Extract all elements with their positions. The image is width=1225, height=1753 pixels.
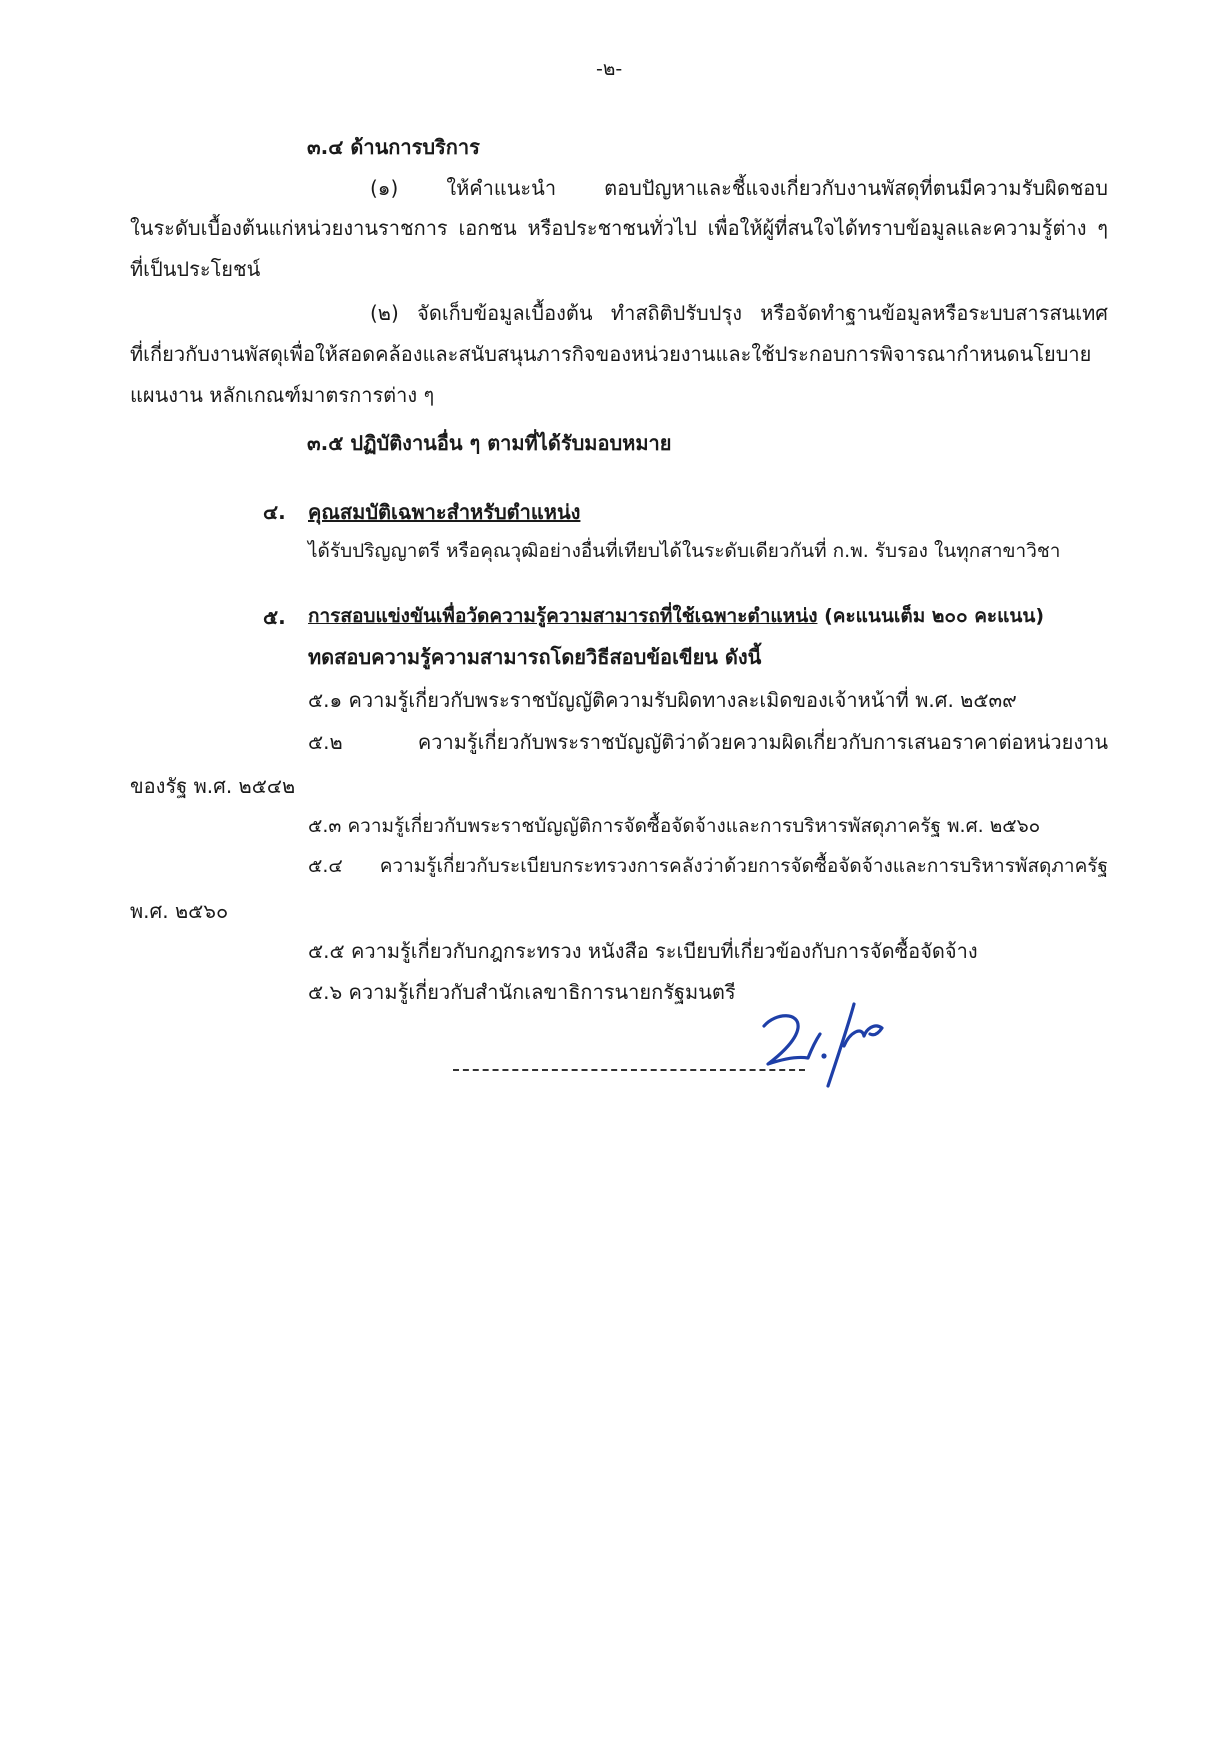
section-5-item-3: ๕.๓ ความรู้เกี่ยวกับพระราชบัญญัติการจัดซื้อจัดจ้างและการบริหารพัสดุภาครัฐ พ.ศ. ๒๕๖๐ (308, 815, 1041, 837)
section-3-4-item-2-line-3: แผนงาน หลักเกณฑ์มาตรการต่าง ๆ (130, 383, 435, 407)
section-5-subheading: ทดสอบความรู้ความสามารถโดยวิธีสอบข้อเขียน ดังนี้ (308, 645, 762, 669)
section-4-number: ๔. (263, 500, 286, 524)
signature-line (453, 1069, 805, 1071)
section-5-item-2-line-1: ๕.๒ ความรู้เกี่ยวกับพระราชบัญญัติว่าด้วยความผิดเกี่ยวกับการเสนอราคาต่อหน่วยงาน (308, 730, 1108, 754)
section-3-4-item-2-line-2: ที่เกี่ยวกับงานพัสดุเพื่อให้สอดคล้องและสนับสนุนภารกิจของหน่วยงานและใช้ประกอบการพิจารณากำหนดนโยบาย (130, 342, 1092, 366)
section-5-item-5: ๕.๕ ความรู้เกี่ยวกับกฎกระทรวง หนังสือ ระเบียบที่เกี่ยวข้องกับการจัดซื้อจัดจ้าง (308, 939, 978, 963)
section-3-4-item-1-line-3: ที่เป็นประโยชน์ (130, 257, 261, 281)
section-5-item-6: ๕.๖ ความรู้เกี่ยวกับสำนักเลขาธิการนายกรัฐมนตรี (308, 980, 736, 1004)
section-5-number: ๕. (263, 605, 286, 629)
page-number: -๒- (596, 58, 623, 80)
handwritten-signature (758, 1000, 898, 1090)
section-3-4-heading: ๓.๔ ด้านการบริการ (307, 135, 480, 159)
section-4-text: ได้รับปริญญาตรี หรือคุณวุฒิอย่างอื่นที่เทียบได้ในระดับเดียวกันที่ ก.พ. รับรอง ในทุกสาขาวิชา (308, 540, 1061, 562)
section-3-4-item-1-line-2: ในระดับเบื้องต้นแก่หน่วยงานราชการ เอกชน หรือประชาชนทั่วไป เพื่อให้ผู้ที่สนใจได้ทราบข้อมูลและความรู้ต่าง ๆ (130, 216, 1108, 240)
section-3-4-item-1-line-1: (๑) ให้คำแนะนำ ตอบปัญหาและชี้แจงเกี่ยวกับงานพัสดุที่ตนมีความรับผิดชอบ (370, 176, 1108, 200)
section-5-heading: การสอบแข่งขันเพื่อวัดความรู้ความสามารถที่ใช้เฉพาะตำแหน่ง (308, 605, 818, 627)
section-4-heading: คุณสมบัติเฉพาะสำหรับตำแหน่ง (308, 500, 581, 524)
section-5-score: (คะแนนเต็ม ๒๐๐ คะแนน) (817, 605, 1045, 627)
section-5-item-4-line-2: พ.ศ. ๒๕๖๐ (130, 899, 229, 923)
section-5-item-4-line-1: ๕.๔ ความรู้เกี่ยวกับระเบียบกระทรวงการคลังว่าด้วยการจัดซื้อจัดจ้างและการบริหารพัสดุภาครัฐ (308, 855, 1108, 877)
section-5-item-1: ๕.๑ ความรู้เกี่ยวกับพระราชบัญญัติความรับผิดทางละเมิดของเจ้าหน้าที่ พ.ศ. ๒๕๓๙ (308, 688, 1017, 712)
section-3-5-heading: ๓.๕ ปฏิบัติงานอื่น ๆ ตามที่ได้รับมอบหมาย (307, 431, 672, 455)
section-5-heading-line (308, 605, 1044, 628)
section-5-item-2-line-2: ของรัฐ พ.ศ. ๒๕๔๒ (130, 774, 296, 798)
section-3-4-item-2-line-1: (๒) จัดเก็บข้อมูลเบื้องต้น ทำสถิติปรับปรุง หรือจัดทำฐานข้อมูลหรือระบบสารสนเทศ (370, 301, 1108, 325)
